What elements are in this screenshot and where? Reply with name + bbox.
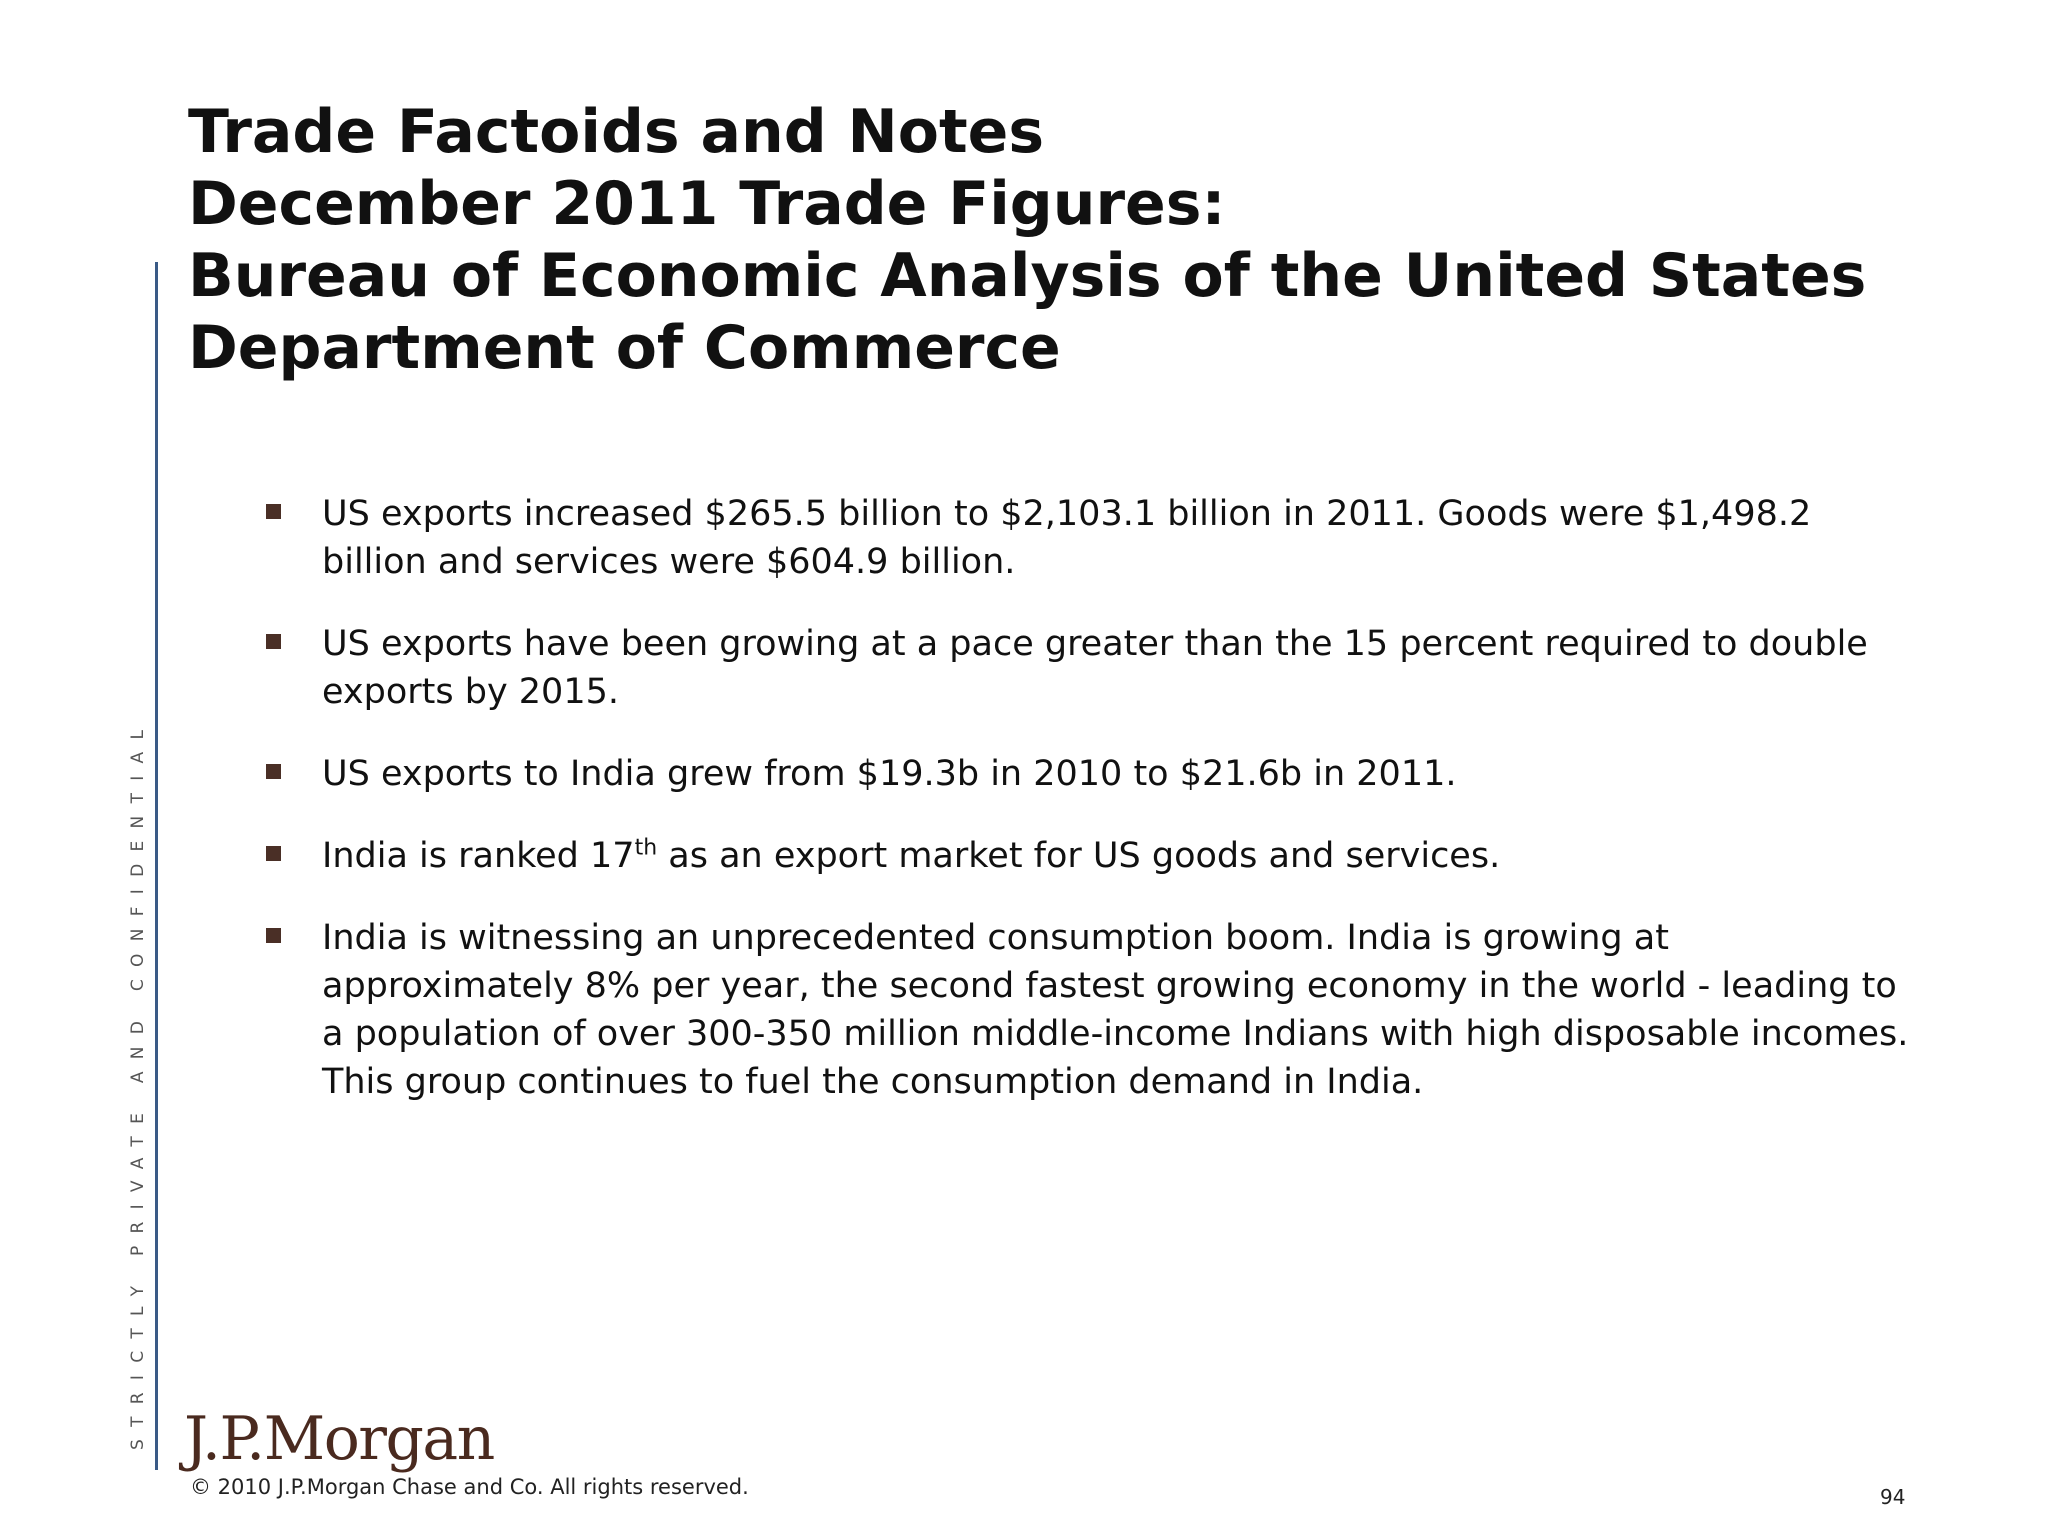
bullet-text-part: as an export market for US goods and services.: [657, 836, 1501, 876]
title-line: Trade Factoids and Notes: [188, 97, 1045, 167]
bullet-text: US exports to India grew from $19.3b in 2010 to $21.6b in 2011.: [322, 754, 1457, 794]
slide-title: [188, 96, 1988, 384]
square-bullet-icon: [266, 504, 281, 519]
copyright-notice: © 2010 J.P.Morgan Chase and Co. All rights reserved.: [190, 1475, 749, 1499]
title-line: Bureau of Economic Analysis of the United States: [188, 241, 1867, 311]
side-accent-rule: [155, 262, 158, 1470]
ordinal-superscript: th: [634, 835, 658, 861]
bullet-item: [262, 832, 1912, 880]
bullet-item: [262, 750, 1912, 798]
bullet-list: [262, 490, 1912, 1140]
bullet-text: India is witnessing an unprecedented consumption boom. India is growing at approximately 8% per year, the second fastest growing economy in the world - leading to a population of over 300-350 million middle-income Indians with high disposable incomes. This group continues to fuel the consumption demand in India.: [322, 918, 1909, 1102]
square-bullet-icon: [266, 846, 281, 861]
square-bullet-icon: [266, 764, 281, 779]
page-number: 94: [1880, 1485, 1906, 1509]
title-line: Department of Commerce: [188, 313, 1061, 383]
title-line: December 2011 Trade Figures:: [188, 169, 1226, 239]
bullet-item: [262, 620, 1912, 716]
bullet-item: [262, 490, 1912, 586]
bullet-text: [322, 836, 1500, 876]
jpmorgan-logo: J.P.Morgan: [184, 1404, 494, 1474]
bullet-text: US exports have been growing at a pace greater than the 15 percent required to double exports by 2015.: [322, 624, 1868, 712]
bullet-text-part: India is ranked 17: [322, 836, 635, 876]
confidential-label: STRICTLY PRIVATE AND CONFIDENTIAL: [128, 717, 148, 1450]
square-bullet-icon: [266, 928, 281, 943]
bullet-text: US exports increased $265.5 billion to $2,103.1 billion in 2011. Goods were $1,498.2 billion and services were $604.9 billion.: [322, 494, 1812, 582]
square-bullet-icon: [266, 634, 281, 649]
bullet-item: [262, 914, 1912, 1106]
